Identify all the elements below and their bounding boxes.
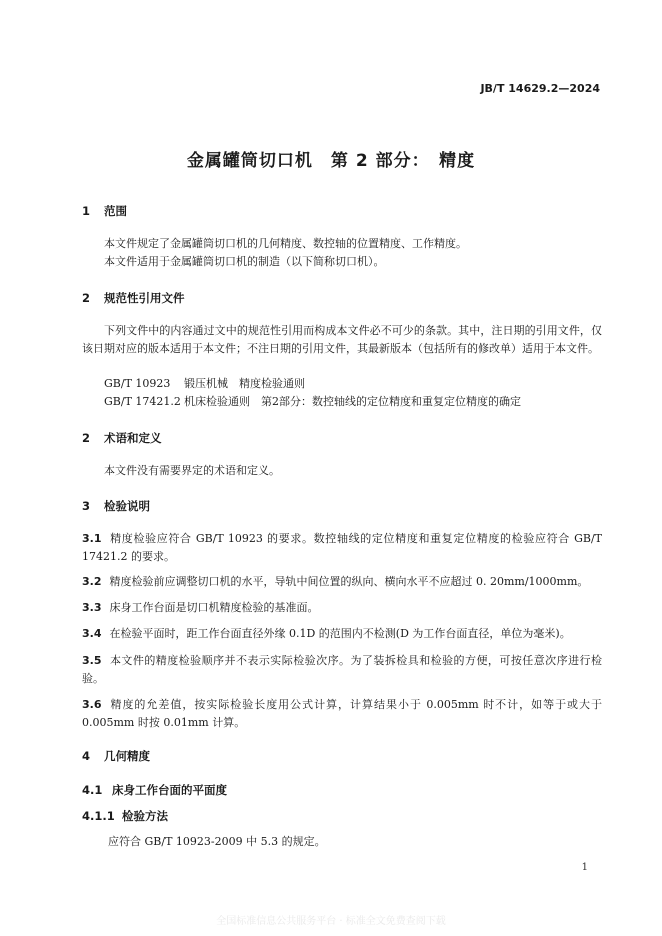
section-title: 检验说明 [104, 499, 150, 513]
paragraph: 本文件规定了金属罐筒切口机的几何精度、数控轴的位置精度、工作精度。 [104, 237, 467, 250]
subsection-number: 4.1 [82, 783, 103, 797]
reference-code: GB/T 17421.2 [104, 395, 181, 408]
paragraph: 本文件没有需要界定的术语和定义。 [104, 464, 280, 477]
clause-item [82, 599, 602, 617]
reference-item [104, 393, 521, 411]
subsection-title: 检验方法 [122, 809, 168, 823]
section-number: 2 [82, 431, 91, 445]
page-number: 1 [581, 862, 588, 873]
section-heading-normative-references [82, 290, 185, 306]
section-number: 3 [82, 499, 91, 513]
subsection-number: 4.1.1 [82, 809, 115, 823]
reference-title: 锻压机械 精度检验通则 [184, 377, 305, 390]
paragraph: 本文件适用于金属罐筒切口机的制造（以下简称切口机）。 [104, 255, 385, 268]
reference-code: GB/T 10923 [104, 377, 171, 390]
clause-number: 3.4 [82, 627, 102, 640]
clause-item [82, 696, 602, 732]
reference-title: 机床检验通则 第2部分：数控轴线的定位精度和重复定位精度的确定 [184, 395, 521, 408]
clause-text: 本文件的精度检验顺序并不表示实际检验次序。为了装拆检具和检验的方便，可按任意次序进行检验。 [82, 654, 602, 685]
paragraph: 应符合 GB/T 10923-2009 中 5.3 的规定。 [108, 835, 326, 848]
clause-number: 3.6 [82, 698, 102, 711]
standard-number: JB/T 14629.2—2024 [480, 82, 600, 95]
section-title: 几何精度 [104, 749, 150, 763]
clause-item [82, 652, 602, 688]
clause-text: 精度的允差值，按实际检验长度用公式计算，计算结果小于 0.005mm 时不计，如等于或大于 0.005mm 时按 0.01mm 计算。 [82, 698, 602, 729]
clause-text: 精度检验应符合 GB/T 10923 的要求。数控轴线的定位精度和重复定位精度的检验应符合 GB/T 17421.2 的要求。 [82, 532, 602, 563]
paragraph: 下列文件中的内容通过文中的规范性引用而构成本文件必不可少的条款。其中，注日期的引用文件，仅该日期对应的版本适用于本文件；不注日期的引用文件，其最新版本（包括所有的修改单）适用于本文件。 [82, 324, 602, 355]
clause-number: 3.1 [82, 532, 102, 545]
section-title: 规范性引用文件 [104, 291, 185, 305]
clause-item [82, 625, 602, 643]
document-title: 金属罐筒切口机 第 2 部分： 精度 [186, 151, 476, 171]
section-heading-scope [82, 203, 127, 219]
clause-text: 在检验平面时，距工作台面直径外缘 0.1D 的范围内不检测(D 为工作台面直径，单位为毫米)。 [109, 627, 571, 640]
subsection-title: 床身工作台面的平面度 [112, 783, 227, 797]
watermark-text: 全国标准信息公共服务平台 · 标准全文免费查阅下载 [216, 916, 446, 927]
section-heading-inspection-notes [82, 498, 150, 514]
section-number: 4 [82, 749, 91, 763]
section-heading-geometric-accuracy [82, 748, 150, 764]
clause-number: 3.2 [82, 575, 102, 588]
section-number: 1 [82, 204, 91, 218]
clause-item [82, 573, 602, 591]
clause-number: 3.5 [82, 654, 102, 667]
section-title: 范围 [104, 204, 127, 218]
clause-text: 精度检验前应调整切口机的水平，导轨中间位置的纵向、横向水平不应超过 0. 20mm/1000mm。 [109, 575, 589, 588]
clause-item [82, 530, 602, 566]
clause-text: 床身工作台面是切口机精度检验的基准面。 [109, 601, 319, 614]
section-number: 2 [82, 291, 91, 305]
reference-item [104, 375, 305, 393]
section-title: 术语和定义 [104, 431, 162, 445]
clause-number: 3.3 [82, 601, 102, 614]
subsection-heading-flatness [82, 782, 227, 798]
subsection-heading-method [82, 808, 168, 824]
section-heading-terms [82, 430, 162, 446]
